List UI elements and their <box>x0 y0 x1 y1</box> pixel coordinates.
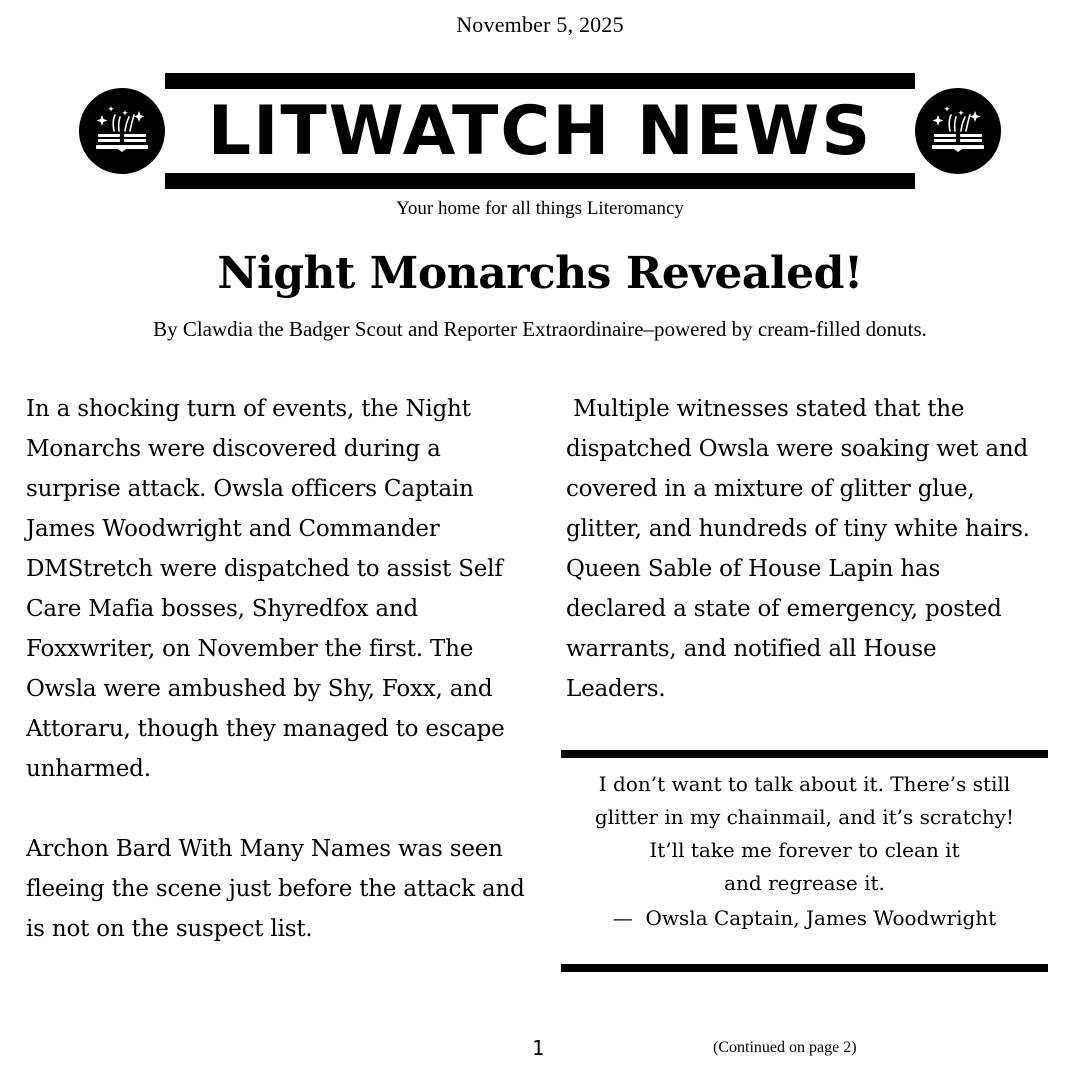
masthead-bottom-bar <box>165 173 915 189</box>
article-headline: Night Monarchs Revealed! <box>217 248 863 299</box>
pull-quote-bottom-rule <box>561 964 1048 972</box>
pull-quote-line: It’ll take me forever to clean it <box>649 838 960 862</box>
pull-quote-line: glitter in my chainmail, and it’s scratchy! <box>594 805 1015 829</box>
tagline: Your home for all things Literomancy <box>396 198 684 219</box>
pull-quote-line: and regrease it. <box>724 871 885 895</box>
magic-book-icon-glyph <box>92 101 152 161</box>
magic-book-icon <box>79 88 165 174</box>
pull-quote-attribution: — Owsla Captain, James Woodwright <box>612 906 997 930</box>
masthead-top-bar <box>165 73 915 89</box>
paragraph-spacer <box>26 789 526 829</box>
issue-date: November 5, 2025 <box>456 12 624 37</box>
continued-notice: (Continued on page 2) <box>713 1039 857 1056</box>
pull-quote-line: I don’t want to talk about it. There’s still <box>598 772 1011 796</box>
pull-quote <box>561 768 1048 900</box>
right-column <box>566 389 1036 709</box>
masthead-title: LITWATCH NEWS <box>207 92 873 171</box>
article-paragraph: Archon Bard With Many Names was seen fleeing the scene just before the attack and is not on the suspect list. <box>26 836 525 942</box>
article-paragraph: Multiple witnesses stated that the dispatched Owsla were soaking wet and covered in a mixture of glitter glue, glitter, and hundreds of tiny white hairs. Queen Sable of House Lapin has declared a state of emergency, posted warrants, and notified all House Leaders. <box>566 396 1037 702</box>
pull-quote-top-rule <box>561 750 1048 758</box>
article-paragraph: In a shocking turn of events, the Night Monarchs were discovered during a surprise attack. Owsla officers Captain James Woodwright and Commander DMStretch were dispatched to assist Self Care Mafia bosses, Shyredfox and Foxxwriter, on November the first. The Owsla were ambushed by Shy, Foxx, and Attoraru, though they managed to escape unharmed. <box>26 396 505 782</box>
byline: By Clawdia the Badger Scout and Reporter Extraordinaire–powered by cream-filled donuts. <box>153 317 927 341</box>
page-number: 1 <box>532 1036 545 1060</box>
magic-book-icon <box>915 88 1001 174</box>
left-column <box>26 389 526 949</box>
magic-book-icon-glyph <box>928 101 988 161</box>
